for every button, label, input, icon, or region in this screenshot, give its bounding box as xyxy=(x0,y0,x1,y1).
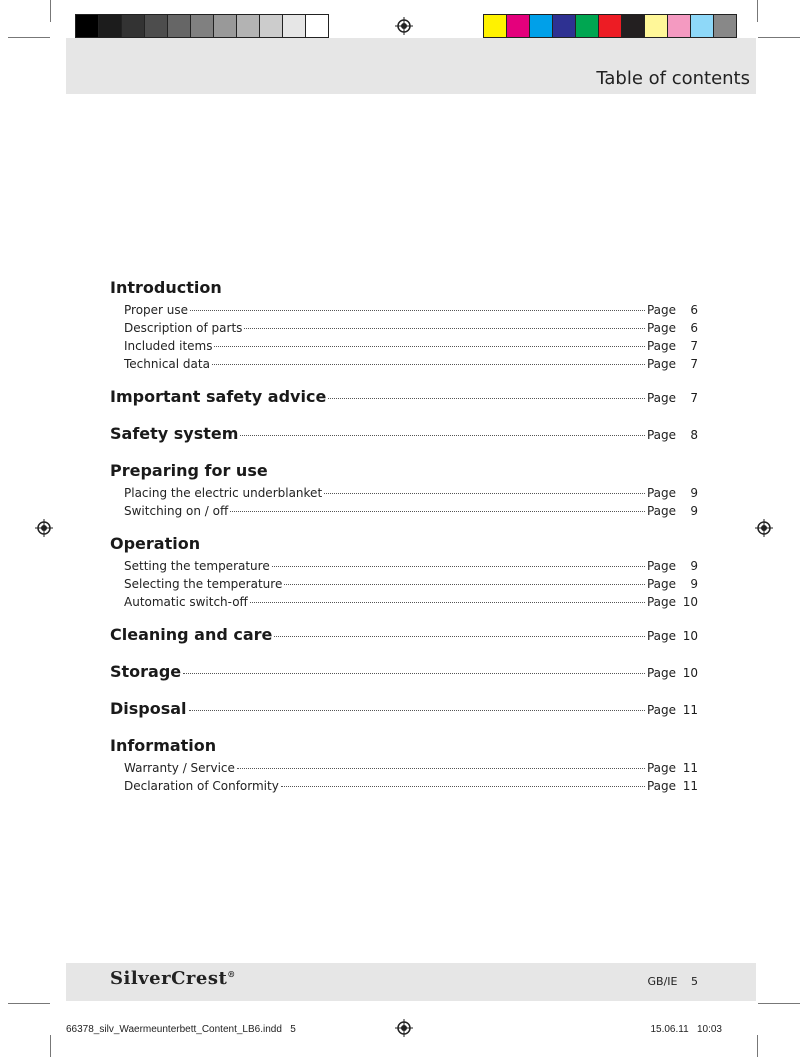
color-swatch xyxy=(622,15,645,37)
color-swatch xyxy=(484,15,507,37)
entry-title: Included items xyxy=(124,339,213,353)
color-swatch xyxy=(507,15,530,37)
color-swatch xyxy=(145,15,168,37)
leader-dots xyxy=(250,602,645,603)
crop-mark xyxy=(757,0,758,22)
section-title: Preparing for use xyxy=(110,461,268,480)
page-label: Page xyxy=(646,666,676,680)
toc-entry[interactable] xyxy=(110,577,698,595)
toc-section xyxy=(110,736,698,797)
section-title: Storage xyxy=(110,662,182,681)
section-title: Cleaning and care xyxy=(110,625,273,644)
toc-section-heading[interactable] xyxy=(110,424,698,449)
toc-section-heading[interactable] xyxy=(110,699,698,724)
page-number: 10 xyxy=(682,666,698,680)
entry-title: Proper use xyxy=(124,303,189,317)
toc-entry[interactable] xyxy=(110,303,698,321)
page-label: Page xyxy=(646,629,676,643)
color-swatch xyxy=(714,15,736,37)
toc-section xyxy=(110,387,698,412)
registration-mark-icon xyxy=(755,519,773,537)
page-label: Page xyxy=(646,703,676,717)
leader-dots xyxy=(183,673,645,674)
toc-section xyxy=(110,662,698,687)
page-number: 8 xyxy=(690,428,698,442)
region-code: GB/IE xyxy=(647,975,678,988)
leader-dots xyxy=(328,398,645,399)
toc-section-heading[interactable] xyxy=(110,534,698,559)
registration-mark-icon xyxy=(395,17,413,35)
color-swatch xyxy=(76,15,99,37)
entry-title: Selecting the temperature xyxy=(124,577,283,591)
color-swatch xyxy=(553,15,576,37)
leader-dots xyxy=(281,786,645,787)
entry-title: Declaration of Conformity xyxy=(124,779,279,793)
page-label: Page xyxy=(646,577,676,591)
page-number: 7 xyxy=(690,339,698,353)
page-label: Page xyxy=(646,595,676,609)
section-title: Safety system xyxy=(110,424,239,443)
entry-title: Setting the temperature xyxy=(124,559,270,573)
color-swatch xyxy=(237,15,260,37)
toc-entry[interactable] xyxy=(110,595,698,613)
page-number: 10 xyxy=(682,595,698,609)
toc-entry[interactable] xyxy=(110,339,698,357)
page-label: Page xyxy=(646,339,676,353)
page-label: Page xyxy=(646,321,676,335)
page-number: 6 xyxy=(690,303,698,317)
toc-section xyxy=(110,461,698,522)
leader-dots xyxy=(237,768,645,769)
leader-dots xyxy=(212,364,645,365)
leader-dots xyxy=(214,346,644,347)
process-color-bar xyxy=(483,14,737,38)
entry-title: Placing the electric underblanket xyxy=(124,486,323,500)
toc-section-heading[interactable] xyxy=(110,278,698,303)
page-number: 11 xyxy=(682,703,698,717)
toc-section xyxy=(110,278,698,375)
leader-dots xyxy=(190,310,645,311)
color-swatch xyxy=(599,15,622,37)
page-number: 6 xyxy=(690,321,698,335)
toc-section xyxy=(110,699,698,724)
color-swatch xyxy=(260,15,283,37)
toc-section xyxy=(110,534,698,613)
crop-mark xyxy=(8,1003,50,1004)
toc-entry[interactable] xyxy=(110,779,698,797)
toc-section-heading[interactable] xyxy=(110,625,698,650)
page-label: Page xyxy=(646,486,676,500)
leader-dots xyxy=(244,328,645,329)
toc-section-heading[interactable] xyxy=(110,387,698,412)
page-label: Page xyxy=(646,761,676,775)
page-number: 9 xyxy=(690,577,698,591)
page-label: Page xyxy=(646,428,676,442)
page-number: 5 xyxy=(691,975,698,988)
section-title: Disposal xyxy=(110,699,187,718)
color-swatch xyxy=(283,15,306,37)
color-swatch xyxy=(191,15,214,37)
toc-section-heading[interactable] xyxy=(110,461,698,486)
page-number: 9 xyxy=(690,486,698,500)
leader-dots xyxy=(240,435,645,436)
page-number: 7 xyxy=(690,357,698,371)
entry-title: Automatic switch-off xyxy=(124,595,248,609)
leader-dots xyxy=(272,566,645,567)
leader-dots xyxy=(274,636,645,637)
table-of-contents xyxy=(110,278,698,809)
color-swatch xyxy=(306,15,328,37)
toc-entry[interactable] xyxy=(110,504,698,522)
slug-date-time: 15.06.11 10:03 xyxy=(650,1024,722,1035)
crop-mark xyxy=(50,0,51,22)
color-swatch xyxy=(168,15,191,37)
registration-mark-icon xyxy=(395,1019,413,1037)
page-label: Page xyxy=(646,303,676,317)
page-number: 9 xyxy=(690,559,698,573)
color-swatch xyxy=(122,15,145,37)
color-swatch xyxy=(530,15,553,37)
toc-section xyxy=(110,625,698,650)
toc-entry[interactable] xyxy=(110,761,698,779)
crop-mark xyxy=(8,37,50,38)
leader-dots xyxy=(230,511,645,512)
toc-entry[interactable] xyxy=(110,559,698,577)
page-number: 7 xyxy=(690,391,698,405)
toc-section-heading[interactable] xyxy=(110,662,698,687)
leader-dots xyxy=(189,710,645,711)
page-number: 11 xyxy=(682,761,698,775)
entry-title: Switching on / off xyxy=(124,504,229,518)
crop-mark xyxy=(758,37,800,38)
color-swatch xyxy=(99,15,122,37)
page-label: Page xyxy=(646,391,676,405)
leader-dots xyxy=(324,493,645,494)
color-swatch xyxy=(214,15,237,37)
toc-entry[interactable] xyxy=(110,357,698,375)
toc-entry[interactable] xyxy=(110,486,698,504)
registration-mark-icon xyxy=(35,519,53,537)
brand-logo: SilverCrest® xyxy=(110,968,236,989)
footer-page-info xyxy=(638,975,698,988)
crop-mark xyxy=(50,1035,51,1057)
color-swatch xyxy=(576,15,599,37)
entry-title: Technical data xyxy=(124,357,210,371)
section-title: Important safety advice xyxy=(110,387,327,406)
color-swatch xyxy=(691,15,714,37)
color-swatch xyxy=(645,15,668,37)
page-title: Table of contents xyxy=(596,68,750,89)
crop-mark xyxy=(758,1003,800,1004)
page-label: Page xyxy=(646,357,676,371)
entry-title: Description of parts xyxy=(124,321,243,335)
leader-dots xyxy=(284,584,645,585)
section-title: Introduction xyxy=(110,278,222,297)
grayscale-color-bar xyxy=(75,14,329,38)
entry-title: Warranty / Service xyxy=(124,761,235,775)
page-label: Page xyxy=(646,559,676,573)
page-label: Page xyxy=(646,779,676,793)
crop-mark xyxy=(757,1035,758,1057)
section-title: Information xyxy=(110,736,217,755)
toc-section xyxy=(110,424,698,449)
slug-file-name: 66378_silv_Waermeunterbett_Content_LB6.indd 5 xyxy=(66,1024,296,1035)
toc-section-heading[interactable] xyxy=(110,736,698,761)
page-number: 9 xyxy=(690,504,698,518)
toc-entry[interactable] xyxy=(110,321,698,339)
page-label: Page xyxy=(646,504,676,518)
page-number: 10 xyxy=(682,629,698,643)
color-swatch xyxy=(668,15,691,37)
section-title: Operation xyxy=(110,534,201,553)
page-number: 11 xyxy=(682,779,698,793)
